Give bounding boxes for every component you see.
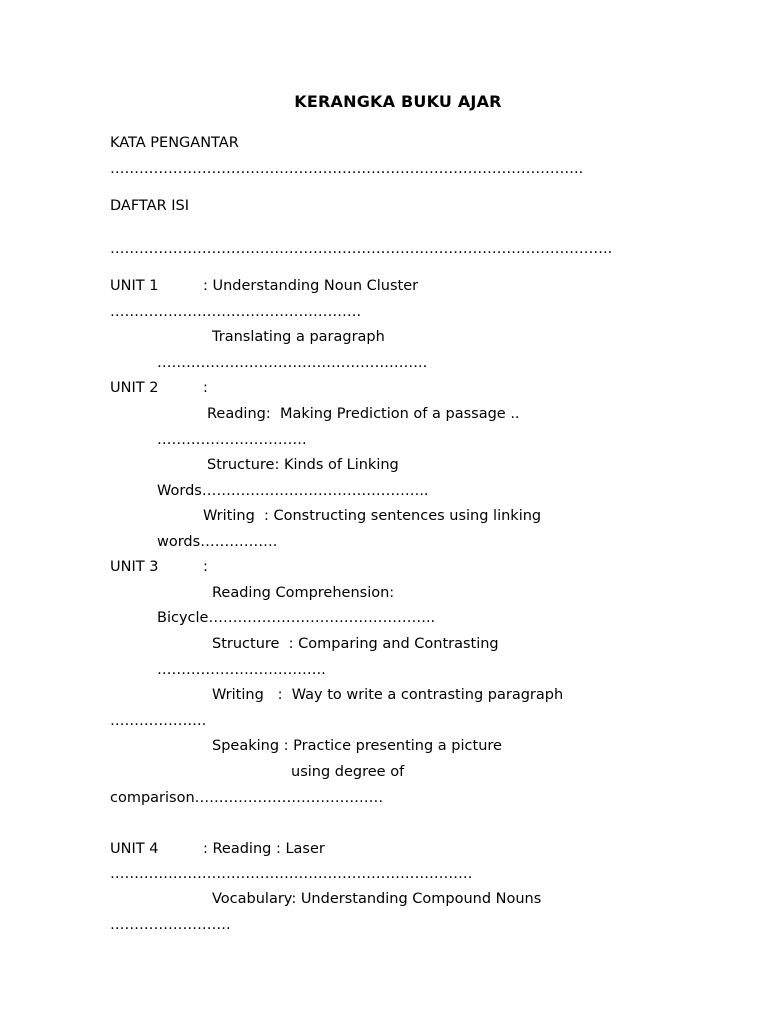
document-title: KERANGKA BUKU AJAR [294,92,502,111]
unit1-label: UNIT 1 [110,278,159,294]
unit4-dots1: ………………………………………………………………… [110,866,473,882]
unit1-dots1: ……………………………………………. [110,304,362,320]
unit3-item4: Speaking : Practice presenting a picture [212,738,502,754]
unit3-item4-cont2: comparison………………………………… [110,790,384,806]
unit4-label: UNIT 4 [110,841,159,857]
unit3-item3: Writing : Way to write a contrasting paragraph [212,687,564,703]
kata-pengantar-dots: …………………………………………………………………………………….. [110,161,584,177]
unit2-item3-cont: words……………. [157,534,278,550]
unit3-item1: Reading Comprehension: [212,585,395,601]
unit2-item2: Structure: Kinds of Linking [207,457,399,473]
unit4-title: : Reading : Laser [203,841,325,857]
unit4-item2: Vocabulary: Understanding Compound Nouns [212,891,542,907]
unit1-title: : Understanding Noun Cluster [203,278,419,294]
unit3-item2: Structure : Comparing and Contrasting [212,636,499,652]
unit2-dots1: …………………………. [157,432,307,448]
unit2-label: UNIT 2 [110,380,159,396]
unit3-colon: : [203,559,208,575]
unit1-item2: Translating a paragraph [212,329,385,345]
unit2-colon: : [203,380,208,396]
daftar-isi-dots: ………………………………………………………………………………………….. [110,241,613,257]
unit3-item4-cont: using degree of [291,764,405,780]
daftar-isi-heading: DAFTAR ISI [110,198,190,214]
unit2-item3: Writing : Constructing sentences using linking [203,508,542,524]
unit2-item1: Reading: Making Prediction of a passage .. [207,406,520,422]
kata-pengantar-heading: KATA PENGANTAR [110,135,239,151]
unit3-item1-cont: Bicycle……………………………………….. [157,610,436,626]
unit4-dots2: ……………………. [110,917,231,933]
unit3-label: UNIT 3 [110,559,159,575]
unit3-dots2: …………………………….. [157,662,326,678]
unit1-dots2: ……………………………………………….. [157,355,428,371]
unit2-item2-cont: Words……………………………………….. [157,483,429,499]
unit3-dots3: ……………….. [110,713,207,729]
